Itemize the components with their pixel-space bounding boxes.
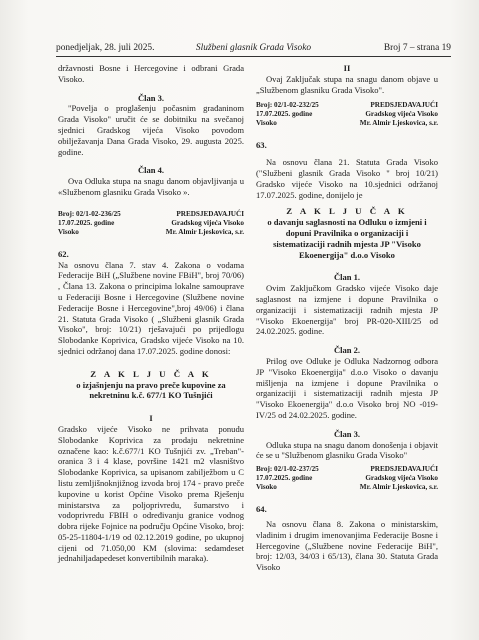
left-column (58, 63, 244, 564)
conclusion-subtitle-1: o izjašnjenju na pravo preče kupovine za (76, 379, 226, 390)
article-2-text: Prilog ove Odluke je Odluka Nadzornog odbora JP "Visoko Ekoenergija" d.o.o Visoko o davanju mišljenja na izmjene i dopune Pravilnika o organizaciji i sistematizaciji radnih mjesta JP "Visoko Ekoenergija" d.o.o Visoko broj NO -019-IV/25 od 24.02.2025. godine. (256, 355, 438, 420)
item-number-63: 63. (256, 140, 267, 151)
header-gazette-title: Službeni glasnik Grada Visoko (195, 43, 312, 53)
sig-body: Gradskog vijeća Visoko (365, 474, 438, 483)
item-64-intro: Na osnovu člana 8. Zakona o ministarskim, vladinim i drugim imenovanjima Federacije Bosne i Hercegovine („Službene novine Federacije BiH", broj: 12/03, 34/03 i 65/13), člana 30. Statuta Grada Visoko (256, 518, 438, 573)
article-1-text: Ovim Zaključkom Gradsko vijeće Visoko daje saglasnost na izmjene i dopune Pravilnika o organizaciji i sistematizaciji radnih mjesta JP "Visoko Ekoenergija" broj PR-020-XIII/25 od 24.02.2025. godine. (256, 283, 438, 337)
header-rule (56, 56, 451, 57)
item-62-intro: Na osnovu člana 7. stav 4. Zakona o vodama Federacije BiH („Službene novine FBiH", broj 70/06) , Člana 13. Zakona o principima lokalne samouprave u Federaciji Bosne i Hercegovine (Službene novine Federacije Bosne i Hercegovine",broj 49/06) i člana 21. Statuta Grada Visoko ( „Službeni glasnik Grada Visoko", broj: 10/21) rješavajući po prijedlogu Slobodanke Koprivica, Gradsko vijeće Visoko na 10. sjednici održanoj dana 17.07.2025. godine donosi: (58, 259, 244, 356)
conclusion-title: Z A K L J U Č A K (90, 368, 212, 379)
article-3-title: Član 3. (137, 92, 165, 103)
sig-body: Gradskog vijeća Visoko (365, 110, 438, 119)
item-63-intro: Na osnovu člana 21. Statuta Grada Visoko ("Službeni glasnik Grada Visoko " broj 10/21) Gradsko vijeće Visoko na 10.sjednici održanoj 17.07.2025. godine, donijelo je (256, 157, 438, 200)
sig-number: Broj: 02/1-02-236/25 (58, 209, 121, 218)
sig-role: PREDSJEDAVAJUĆI (370, 101, 438, 110)
section-roman-2: II (343, 63, 351, 73)
sig-role: PREDSJEDAVAJUĆI (370, 465, 438, 474)
item-62-body: Gradsko vijeće Visoko ne prihvata ponudu Slobodanke Koprivica za prodaju nekretnine označene kao: k.č.677/1 KO Tušnjići zv. „Treban"- oranica 3 i 4 klase, površine 1421 m2 vlasništvo Slobodanke Koprivica, sa upisanom zabilježbom u C listu zemljišnoknjižnog izvoda broj 174 - pravo preče kupovine u korist Općine Visoko prema Rješenju ministarstva za poljoprivredu, šumarstvo i vodoprivredu FBIH o određivanju granice vodnog dobra rijeke Fojnice na području Općine Visoko, broj: 05-25-11804-1/19 od 02.12.2019 godine, po ukupnoj cijeni od 71.050,00 KM (slovima: sedamdeset jednahiljadapedeset konvertibilnih maraka). (58, 423, 244, 564)
conclusion-subtitle-2: nekretninu k.č. 677/1 KO Tušnjići (89, 390, 213, 401)
conclusion-subtitle-3: sistematizaciji radnih mjesta JP "Visoko (273, 238, 421, 249)
signature-block (58, 210, 244, 237)
conclusion-subtitle-2: dopuni Pravilnika o organizaciji i (285, 227, 409, 238)
item-number-62: 62. (58, 248, 69, 259)
sig-name: Mr. Almir Ljeskovica, s.r. (359, 483, 438, 492)
conclusion-effect-text: Ovaj Zaključak stupa na snagu danom objave u „Službenom glasniku Grada Visoko". (256, 73, 438, 95)
sig-number: Broj: 02/1-02-232/25 (256, 101, 319, 110)
conclusion-subtitle-1: o davanju saglasnosti na Odluku o izmjeni i (267, 217, 427, 228)
header-page-number: Broj 7 – strana 19 (383, 43, 451, 53)
signature-block (256, 465, 438, 492)
article-3-text: "Povelja o proglašenju počasnim građaninom Grada Visoko" uručit će se dobitniku na svečanoj sjednici Gradskog vijeća Visoko povodom obilježavanja Dana Grada Visoko, 29. augusta 2025. godine. (58, 103, 244, 157)
section-roman-1: I (149, 413, 153, 424)
signature-block (256, 101, 438, 128)
sig-place: Visoko (256, 483, 277, 492)
article-3-text: Odluka stupa na snagu danom donošenja i objavit će se u "Službenom glasniku Grada Visoko" (256, 439, 438, 461)
page-header (56, 42, 451, 54)
article-3-title: Član 3. (333, 428, 361, 439)
sig-date: 17.07.2025. godine (256, 474, 313, 483)
sig-name: Mr. Almir Ljeskovica, s.r. (359, 119, 438, 128)
sig-place: Visoko (58, 227, 79, 236)
sig-place: Visoko (256, 119, 277, 128)
article-1-title: Član 1. (333, 272, 361, 283)
header-date: ponedjeljak, 28. juli 2025. (56, 43, 155, 53)
conclusion-subtitle-4: Ekoenergija" d.o.o Visoko (299, 249, 395, 260)
sig-date: 17.07.2025. godine (256, 110, 313, 119)
sig-number: Broj: 02/1-02-237/25 (256, 465, 319, 474)
right-column (256, 63, 438, 573)
sig-name: Mr. Almir Ljeskovica, s.r. (165, 227, 244, 236)
continued-text: državnosti Bosne i Hercegovine i odbrani Grada Visoko. (58, 63, 244, 84)
conclusion-title: Z A K L J U Č A K (286, 206, 408, 217)
sig-date: 17.07.2025. godine (58, 218, 115, 227)
item-number-64: 64. (256, 504, 267, 515)
sig-body: Gradskog vijeća Visoko (171, 218, 244, 227)
article-4-title: Član 4. (137, 165, 165, 176)
sig-role: PREDSJEDAVAJUĆI (176, 209, 244, 218)
article-4-text: Ova Odluka stupa na snagu danom objavljivanja u «Službenom glasniku Grada Visoko ». (58, 176, 244, 197)
article-2-title: Član 2. (333, 345, 361, 356)
